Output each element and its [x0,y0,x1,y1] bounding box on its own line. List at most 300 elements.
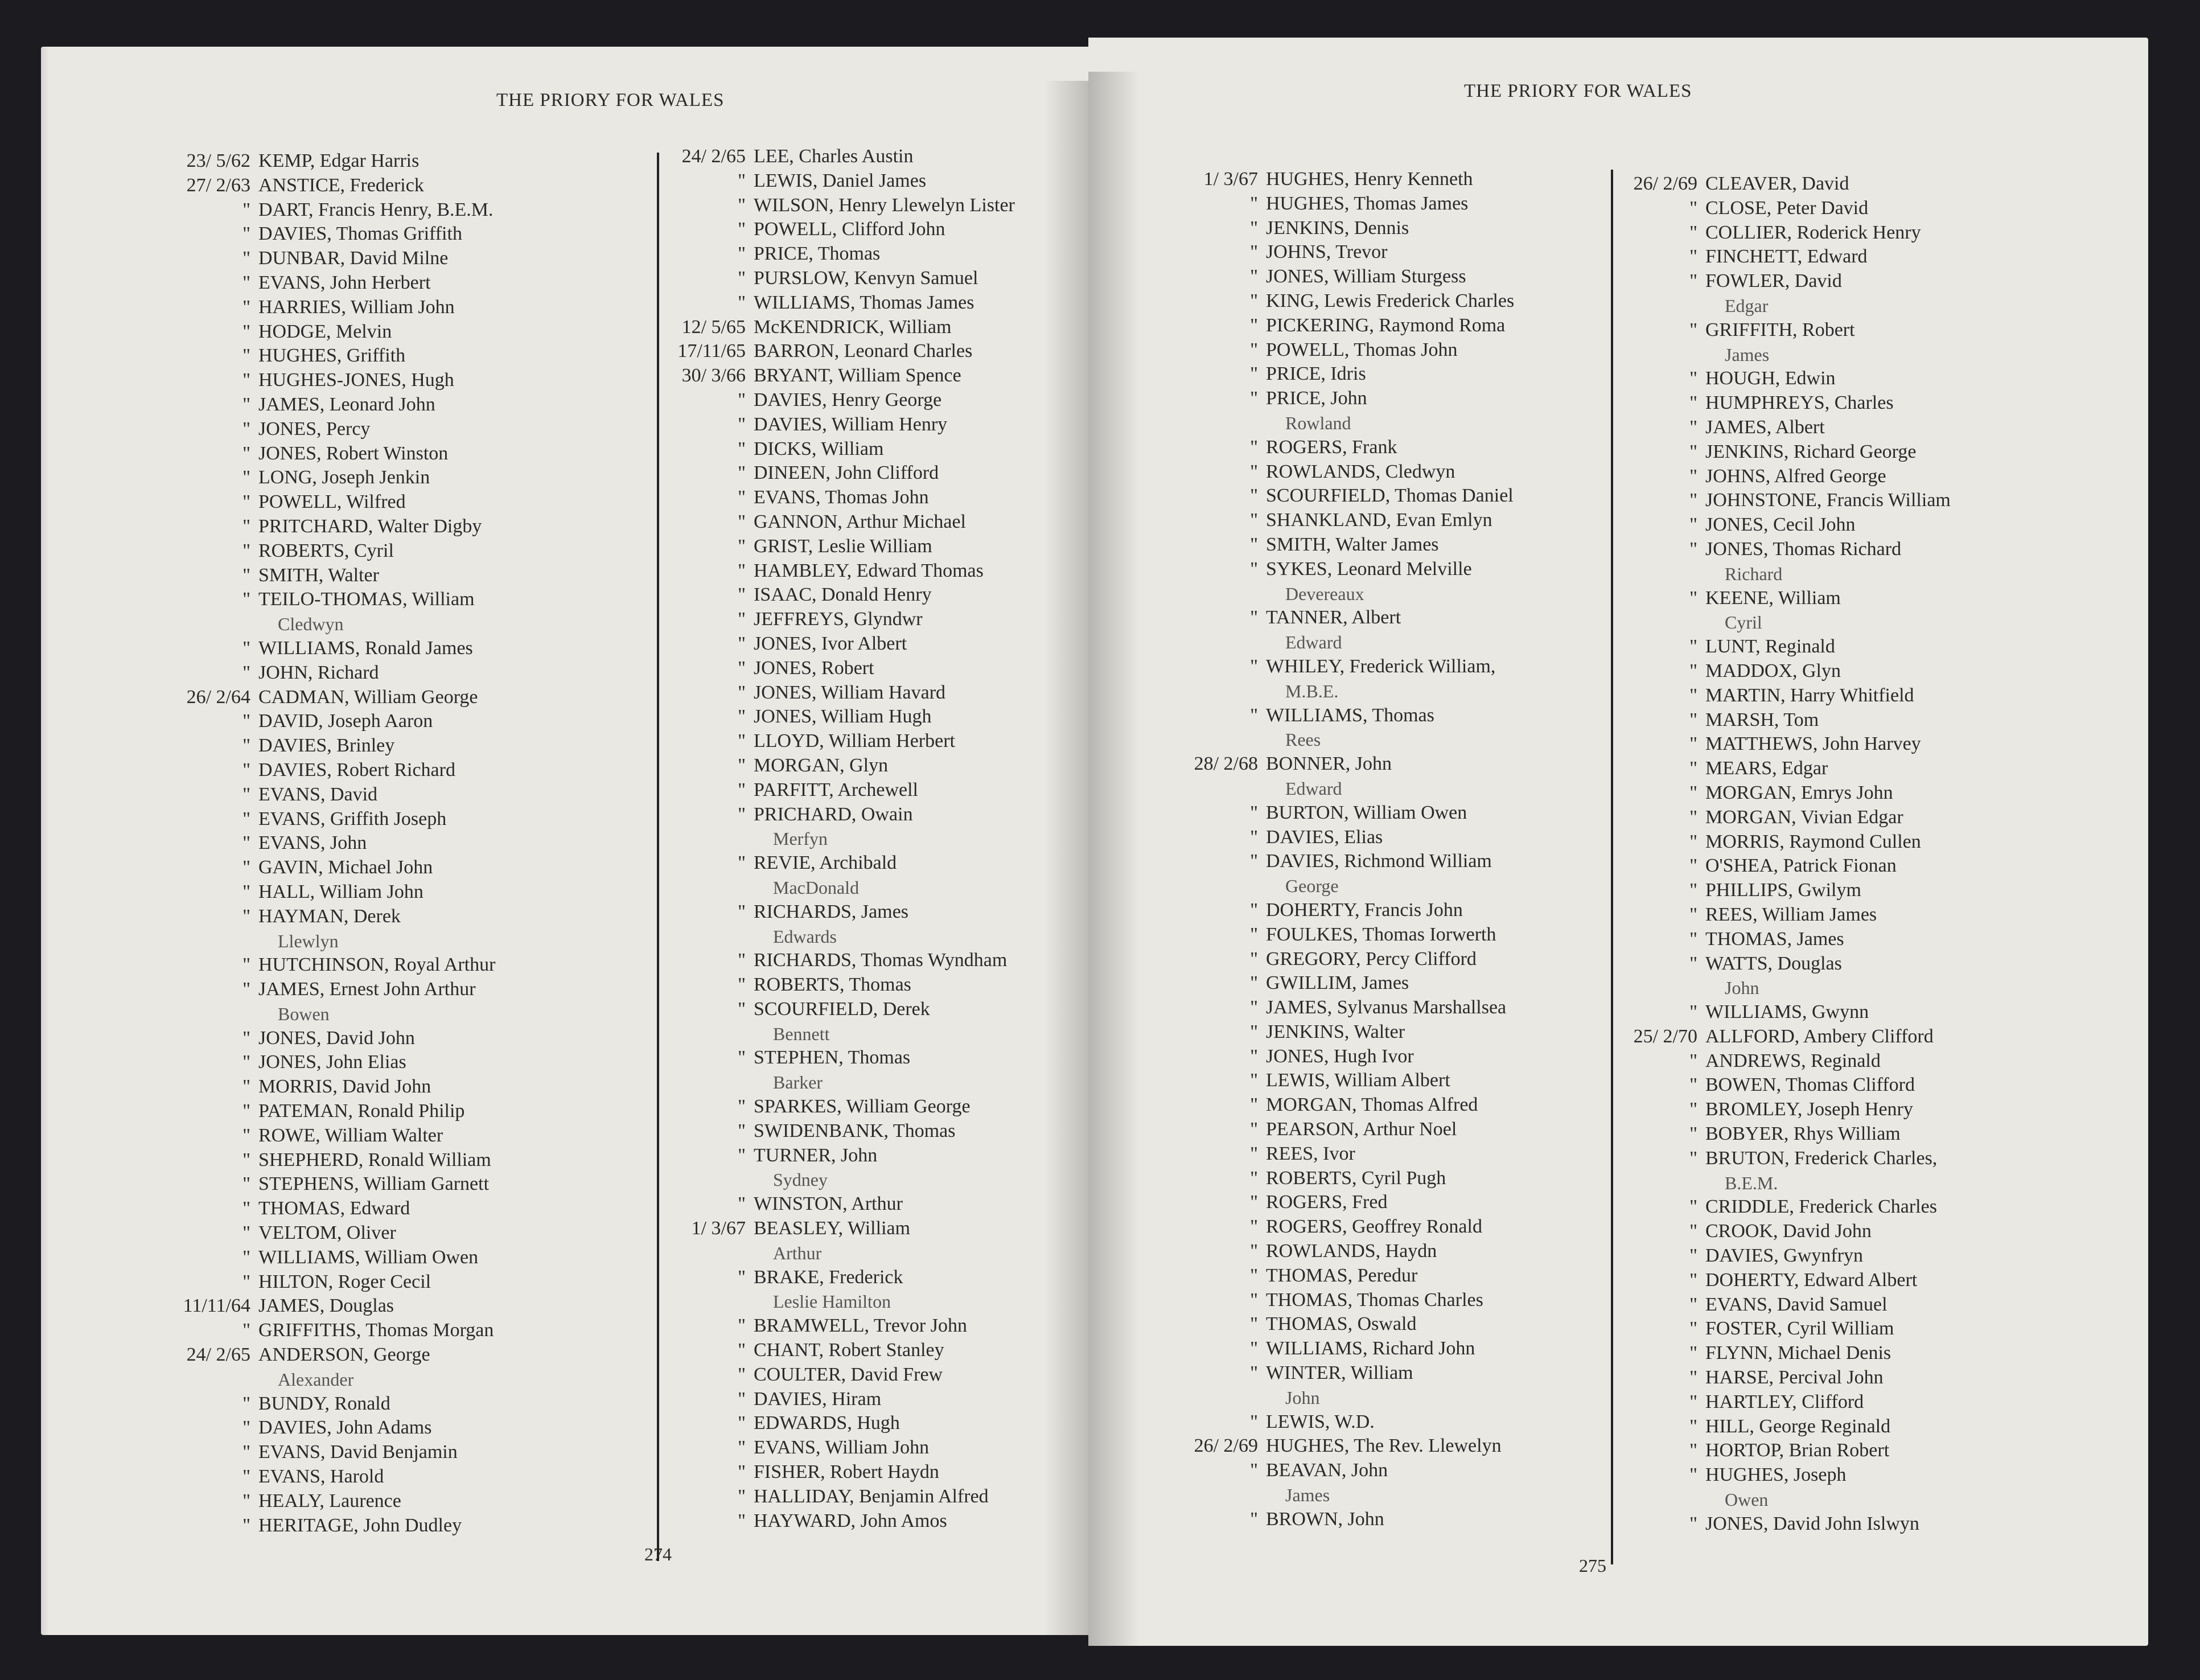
entry-name: FOSTER, Cyril William [1705,1318,1894,1340]
list-item [126,1197,495,1221]
entry-date: " [1689,1074,1697,1096]
list-item [1573,196,1951,221]
entry-name: FOWLER, David [1705,270,1842,292]
entry-name: JONES, Thomas Richard [1705,538,1902,560]
entry-date: " [1689,806,1697,828]
entry-name: ISAAC, Donald Henry [754,584,932,606]
list-item [126,1440,495,1465]
list-item [1134,1069,1514,1093]
entry-name: DAVIES, Thomas Griffith [258,223,462,245]
entry-name: McKENDRICK, William [754,316,952,338]
entry-date: 12/ 5/65 [681,316,746,338]
entry-date [126,1002,258,1026]
entry-date: " [738,413,746,435]
entry-name: EVANS, David [258,783,378,805]
entry-name: BURTON, William Owen [1266,802,1467,823]
list-item [1573,903,1951,927]
entry-date: " [242,1149,250,1170]
list-item [1573,1293,1951,1317]
entry-name: CROOK, David John [1705,1221,1872,1242]
entry-name: LEWIS, W.D. [1266,1411,1375,1432]
entry-name: Devereaux [1285,583,1364,604]
entry-name: HAMBLEY, Edward Thomas [754,560,984,581]
entry-date: " [242,1466,250,1488]
entry-date: " [1689,416,1697,438]
entry-name: ALLFORD, Ambery Clifford [1705,1025,1934,1047]
entry-date: " [738,779,746,800]
entry-name: JAMES, Douglas [258,1295,394,1317]
entry-date: " [1250,1264,1258,1286]
entry-continuation [1573,294,1951,318]
list-item [1573,367,1951,391]
entry-date: " [1689,368,1697,389]
entry-date: " [242,832,250,854]
entry-date: " [1250,704,1258,726]
list-item [126,758,495,783]
entry-name: DAVIES, Robert Richard [258,759,455,781]
list-item [1134,1508,1514,1532]
list-item [1573,732,1951,757]
entry-date: " [738,706,746,728]
entry-date: " [242,637,250,659]
list-item [1573,781,1951,806]
entry-name: ROWLANDS, Cledwyn [1266,461,1455,482]
entry-date: " [242,808,250,829]
list-item [622,1363,1015,1387]
list-item [126,174,495,198]
entry-date: " [1689,538,1697,560]
entry-name: MORGAN, Vivian Edgar [1705,806,1903,828]
entry-name: HARTLEY, Clifford [1705,1391,1864,1412]
list-item [1134,1118,1514,1142]
list-item [622,851,1015,876]
list-item [126,783,495,807]
page-number: 274 [644,1544,672,1564]
entry-date: " [242,954,250,976]
entry-date: " [1689,782,1697,803]
entry-name: HEALY, Laurence [258,1490,401,1511]
entry-date: " [1250,363,1258,385]
entry-name: Merfyn [773,828,828,849]
list-item [1573,586,1951,611]
entry-name: BRUTON, Frederick Charles, [1705,1147,1938,1169]
entry-name: JOHN, Richard [258,662,379,683]
entry-name: JONES, Percy [258,418,371,439]
entry-date: 26/ 2/69 [1194,1435,1258,1457]
entry-continuation [622,1168,1015,1192]
list-item [1573,708,1951,733]
entry-name: COLLIER, Roderick Henry [1705,221,1921,243]
entry-name: Bennett [773,1023,830,1044]
entry-date [126,612,258,636]
list-item [1573,1000,1951,1025]
entry-date: " [242,1417,250,1439]
entry-date: " [1689,1269,1697,1291]
list-item [1134,606,1514,630]
list-item [1573,830,1951,855]
list-item [622,1217,1015,1241]
list-item [126,636,495,661]
entry-date: " [1250,1143,1258,1164]
list-item [622,1460,1015,1485]
list-item [1134,1459,1514,1483]
entry-name: BROMLEY, Joseph Henry [1705,1099,1913,1120]
entry-date: " [1250,266,1258,287]
entry-name: JENKINS, Walter [1266,1021,1405,1042]
entry-name: BEAVAN, John [1266,1460,1388,1481]
entry-date: " [1250,972,1258,994]
entry-name: HORTOP, Brian Robert [1705,1440,1890,1461]
entry-name: BRYANT, William Spence [754,365,961,387]
entry-name: DAVIES, Henry George [754,389,942,410]
list-item [622,1266,1015,1290]
entry-name: LUNT, Reginald [1705,636,1835,658]
page-header: THE PRIORY FOR WALES [1464,81,1692,101]
entry-name: EVANS, David Benjamin [258,1441,458,1463]
entry-name: JONES, David John Islwyn [1705,1513,1919,1534]
list-item [1134,265,1514,289]
entry-date: " [738,657,746,679]
entry-date: " [1689,270,1697,292]
entry-name: HILTON, Roger Cecil [258,1271,431,1292]
entry-date: " [738,1388,746,1410]
list-item [1134,947,1514,972]
entry-name: MORGAN, Emrys John [1705,782,1893,803]
list-item [622,1411,1015,1436]
list-item [126,1392,495,1416]
list-item [1134,338,1514,363]
entry-name: PARFITT, Archewell [754,779,918,800]
entry-date: " [1250,1508,1258,1530]
entry-name: CADMAN, William George [258,686,478,708]
list-item [1573,537,1951,562]
entry-date: " [242,199,250,220]
list-item [622,559,1015,584]
entry-name: BEASLEY, William [754,1218,911,1239]
entry-date: " [1250,655,1258,677]
entry-name: VELTOM, Oliver [258,1222,396,1244]
list-item [622,900,1015,925]
list-item [622,1192,1015,1217]
entry-name: JONES, William Havard [754,681,946,703]
entry-date: " [738,487,746,508]
entry-name: TURNER, John [754,1144,878,1166]
entry-name: Bowen [278,1003,330,1024]
entry-date [126,929,258,954]
entry-date: " [1250,1192,1258,1213]
entry-date: " [1689,1001,1697,1023]
list-item [126,734,495,758]
list-item [622,656,1015,681]
entry-date: 17/11/65 [677,340,746,362]
list-item [622,632,1015,656]
entry-date: " [1250,388,1258,409]
entry-date: 24/ 2/65 [681,146,746,167]
entry-name: JONES, Hugh Ivor [1266,1045,1414,1067]
entry-date: " [1689,733,1697,755]
list-item [1573,1219,1951,1244]
entry-name: HARRIES, William John [258,296,455,318]
entry-date: " [1689,1440,1697,1461]
entry-date: " [1689,855,1697,877]
entry-date: " [738,1144,746,1166]
list-item [126,977,495,1002]
entry-name: JAMES, Sylvanus Marshallsea [1266,997,1507,1018]
entry-date: " [1250,851,1258,872]
list-item [126,905,495,929]
entry-date: " [1250,461,1258,482]
entry-date [1573,1171,1705,1196]
entry-date: " [738,1266,746,1288]
entry-date: " [242,783,250,805]
list-item [622,778,1015,803]
entry-name: ANDERSON, George [258,1344,430,1366]
entry-date [1134,630,1266,655]
list-item [1573,391,1951,416]
list-item [126,466,495,490]
entry-name: PRICE, Idris [1266,363,1366,385]
list-item [622,1095,1015,1119]
entry-name: POWELL, Wilfred [258,491,406,513]
entry-continuation [622,925,1015,949]
list-item [126,709,495,734]
entry-date: " [242,272,250,293]
entry-name: EVANS, John [258,832,367,854]
entry-date: " [1689,246,1697,268]
list-item [622,315,1015,340]
entry-name: WILLIAMS, Richard John [1266,1338,1475,1359]
entry-name: SCOURFIELD, Derek [754,998,930,1020]
entry-date: " [1689,1464,1697,1486]
entry-date: " [738,462,746,484]
entry-name: LEWIS, William Albert [1266,1070,1450,1091]
entry-name: B.E.M. [1725,1172,1778,1193]
entry-name: HUGHES, Thomas James [1266,192,1469,214]
entry-date: " [738,170,746,191]
entry-name: Rees [1285,729,1321,750]
list-item [1573,1512,1951,1537]
entry-continuation [1573,1171,1951,1196]
list-item [1134,1142,1514,1166]
entry-name: GWILLIM, James [1266,972,1409,994]
list-item [1573,684,1951,708]
list-item [1573,1195,1951,1219]
entry-date: " [1250,1070,1258,1091]
entry-date: " [738,267,746,289]
entry-date: " [1689,392,1697,414]
entry-name: O'SHEA, Patrick Fionan [1705,855,1897,877]
list-item [1573,1244,1951,1268]
entry-name: GRIFFITHS, Thomas Morgan [258,1320,494,1341]
list-item [622,242,1015,266]
entry-date: " [1689,1147,1697,1169]
list-item [622,486,1015,510]
entry-name: CLOSE, Peter David [1705,197,1869,219]
entry-name: EVANS, Thomas John [754,487,929,508]
entry-continuation [1134,1483,1514,1508]
entry-name: Cledwyn [278,614,344,635]
entry-name: ROGERS, Fred [1266,1192,1388,1213]
entry-name: MARTIN, Harry Whitfield [1705,684,1914,706]
list-item [1134,825,1514,850]
list-item [1134,314,1514,338]
list-item [126,880,495,905]
entry-name: POWELL, Clifford John [754,219,945,240]
list-item [1573,1147,1951,1171]
entry-continuation [622,1289,1015,1314]
list-item [1573,927,1951,952]
entry-name: DART, Francis Henry, B.E.M. [258,199,494,220]
list-item [1573,1317,1951,1341]
entry-name: SMITH, Walter James [1266,533,1439,555]
entry-name: MATTHEWS, John Harvey [1705,733,1921,755]
list-item [1134,1166,1514,1191]
entry-continuation [1134,630,1514,655]
entry-name: SHANKLAND, Evan Emlyn [1266,510,1492,531]
entry-name: JAMES, Albert [1705,416,1825,438]
entry-name: THOMAS, Edward [258,1198,410,1219]
entry-name: WILLIAMS, Ronald James [258,637,473,659]
entry-date: " [738,1363,746,1385]
entry-date [126,1367,258,1392]
entry-date: " [1250,1045,1258,1067]
entry-date: " [738,901,746,922]
entry-name: DICKS, William [754,438,884,459]
entry-column [622,145,1015,1533]
entry-date: " [1689,1293,1697,1315]
entry-date [1573,294,1705,318]
entry-continuation [1573,562,1951,586]
list-item [126,320,495,344]
entry-date [622,1241,754,1266]
entry-date: " [242,564,250,586]
list-item [1573,1268,1951,1293]
entry-date: " [738,535,746,557]
list-item [1134,1361,1514,1386]
list-item [622,1314,1015,1338]
entry-date: " [738,389,746,410]
entry-date: " [1250,485,1258,507]
list-item [622,437,1015,462]
list-item [622,948,1015,973]
entry-date: " [738,584,746,606]
list-item [126,393,495,417]
entry-name: MARSH, Tom [1705,709,1819,730]
entry-name: PRICE, Thomas [754,243,881,265]
entry-date: " [1689,831,1697,852]
list-item [126,1465,495,1489]
list-item [1573,221,1951,245]
entry-date: " [738,560,746,581]
entry-date [1573,1488,1705,1512]
list-item [126,295,495,320]
entry-date [1134,582,1266,606]
list-item [1573,416,1951,440]
list-item [126,417,495,442]
entry-date: " [1250,923,1258,945]
entry-date: " [1689,1391,1697,1412]
list-item [1134,289,1514,314]
entry-name: John [1285,1387,1320,1408]
entry-name: BONNER, John [1266,753,1392,775]
list-item [126,1489,495,1514]
list-item [1134,1312,1514,1337]
entry-name: ROBERTS, Thomas [754,974,911,996]
entry-date: " [242,418,250,439]
entry-continuation [1573,610,1951,635]
entry-name: PURSLOW, Kenvyn Samuel [754,267,978,289]
entry-name: THOMAS, Oswald [1266,1313,1417,1335]
list-item [1134,1337,1514,1361]
entry-name: BRAKE, Frederick [754,1266,903,1288]
entry-date [1134,1386,1266,1410]
entry-date: 26/ 2/69 [1633,173,1697,194]
entry-date: " [738,852,746,874]
entry-date: 25/ 2/70 [1633,1025,1697,1047]
entry-name: WILLIAMS, Thomas James [754,291,974,313]
entry-date: " [1689,1123,1697,1145]
entry-date: " [242,345,250,367]
entry-name: DAVIES, Gwynfryn [1705,1245,1864,1267]
entry-column [126,149,495,1538]
entry-name: FISHER, Robert Haydn [754,1461,939,1483]
list-item [1573,1122,1951,1147]
entry-name: Edwards [773,926,837,947]
entry-name: JOHNS, Trevor [1266,241,1388,263]
entry-name: BOBYER, Rhys William [1705,1123,1901,1145]
entry-name: DUNBAR, David Milne [258,248,449,269]
entry-date: " [738,1193,746,1215]
entry-date: 24/ 2/65 [186,1344,250,1366]
entry-date [1134,1483,1266,1508]
entry-date: " [1689,465,1697,487]
list-item [1134,1288,1514,1313]
entry-name: JAMES, Ernest John Arthur [258,979,476,1000]
list-item [622,291,1015,315]
entry-date: " [242,515,250,537]
entry-name: JONES, John Elias [258,1051,406,1073]
entry-date: " [738,1120,746,1141]
list-item [126,1050,495,1075]
list-item [1573,806,1951,830]
entry-date: " [1250,558,1258,580]
entry-date: " [1250,1313,1258,1335]
entry-name: POWELL, Thomas John [1266,339,1458,360]
list-item [1134,1093,1514,1118]
entry-name: JOHNSTONE, Francis William [1705,490,1951,511]
entry-name: FINCHETT, Edward [1705,246,1868,268]
list-item [1573,488,1951,513]
entry-date: " [1250,1241,1258,1262]
entry-continuation [1134,411,1514,436]
entry-name: WILLIAMS, Thomas [1266,704,1434,726]
list-item [126,1124,495,1148]
entry-name: WATTS, Douglas [1705,952,1842,974]
list-item [1134,1020,1514,1045]
entry-name: WILSON, Henry Llewelyn Lister [754,194,1015,216]
list-item [126,1318,495,1343]
entry-date: " [1689,1415,1697,1437]
list-item [1573,1073,1951,1098]
entry-name: JENKINS, Dennis [1266,217,1409,239]
entry-date: " [1689,1221,1697,1242]
entry-name: George [1285,876,1339,897]
entry-continuation [126,1367,495,1392]
entry-name: REES, Ivor [1266,1143,1355,1164]
entry-name: Owen [1725,1489,1769,1510]
entry-date: " [242,662,250,683]
list-item [126,1294,495,1318]
